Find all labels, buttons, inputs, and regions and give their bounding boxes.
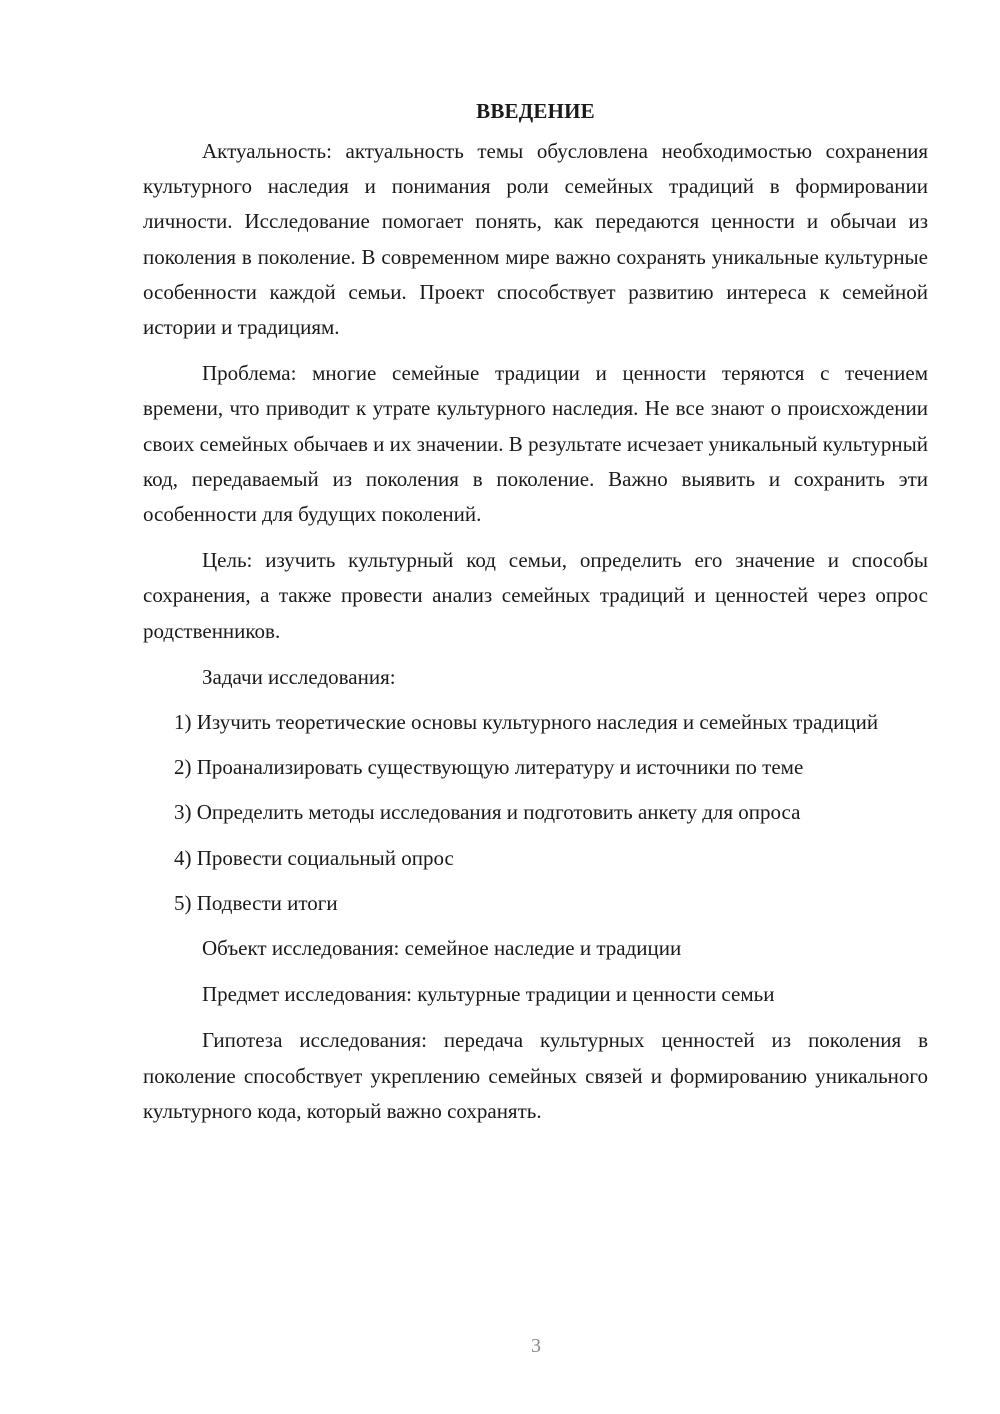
task-item: 2) Проанализировать существующую литературу и источники по теме [174, 755, 804, 780]
subject-paragraph: Предмет исследования: культурные традиции и ценности семьи [202, 982, 775, 1007]
object-paragraph: Объект исследования: семейное наследие и традиции [202, 936, 682, 961]
page-content [143, 96, 928, 1140]
task-item: 5) Подвести итоги [174, 890, 338, 915]
hypothesis-paragraph: Гипотеза исследования: передача культурных ценностей из поколения в поколение способствует укреплению семейных связей и формированию уникального культурного кода, который важно сохранять. [143, 1028, 928, 1123]
problem-paragraph: Проблема: многие семейные традиции и ценности теряются с течением времени, что приводит к утрате культурного наследия. Не все знают о происхождении своих семейных обычаев и их значении. В результате исчезает уникальный культурный код, передаваемый из поколения в поколение. Важно выявить и сохранить эти особенности для будущих поколений. [143, 361, 928, 527]
task-item: 3) Определить методы исследования и подготовить анкету для опроса [174, 800, 801, 825]
task-item: 4) Провести социальный опрос [174, 845, 454, 870]
page-title: ВВЕДЕНИЕ [476, 99, 595, 123]
task-item: 1) Изучить теоретические основы культурного наследия и семейных традиций [174, 710, 879, 735]
goal-paragraph: Цель: изучить культурный код семьи, определить его значение и способы сохранения, а также провести анализ семейных традиций и ценностей через опрос родственников. [143, 548, 928, 643]
relevance-paragraph: Актуальность: актуальность темы обусловлена необходимостью сохранения культурного наследия и понимания роли семейных традиций в формировании личности. Исследование помогает понять, как передаются ценности и обычаи из поколения в поколение. В современном мире важно сохранять уникальные культурные особенности каждой семьи. Проект способствует развитию интереса к семейной истории и традициям. [143, 139, 928, 340]
tasks-heading: Задачи исследования: [202, 664, 396, 689]
page-number: 3 [531, 1335, 541, 1357]
